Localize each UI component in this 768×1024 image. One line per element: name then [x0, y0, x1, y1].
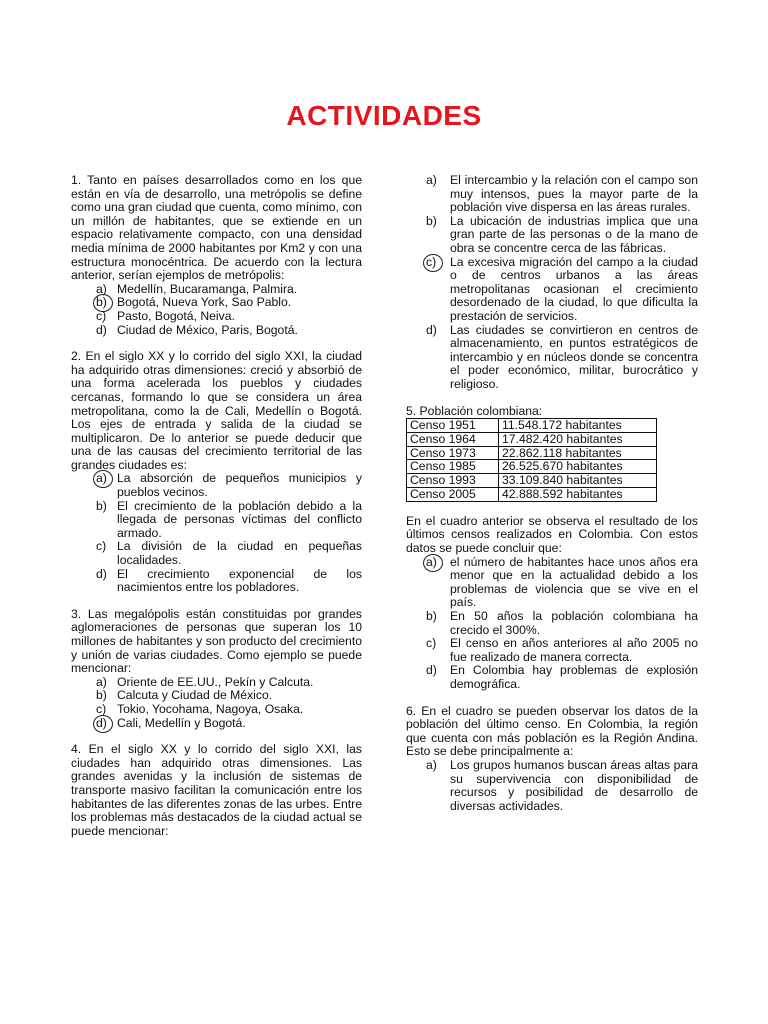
census-table	[406, 418, 657, 502]
question-2-option-c[interactable]: c) La división de la ciudad en pequeñas localidades.	[96, 539, 362, 568]
page-title: ACTIVIDADES	[286, 100, 482, 131]
table-row	[407, 446, 657, 460]
table-row	[407, 460, 657, 474]
census-year-cell: Censo 1964	[407, 432, 499, 446]
question-2-option-a[interactable]: a) La absorción de pequeños municipios y pueblos vecinos.	[71, 472, 362, 499]
census-population-cell: 26.525.670 habitantes	[499, 460, 657, 474]
census-population-cell: 11.548.172 habitantes	[499, 419, 657, 433]
question-3-option-d[interactable]: d) Cali, Medellín y Bogotá.	[71, 717, 362, 731]
question-3-option-a[interactable]: a) Oriente de EE.UU., Pekín y Calcuta.	[96, 674, 314, 689]
census-population-cell: 33.109.840 habitantes	[499, 474, 657, 488]
question-2-text: 2. En el siglo XX y lo corrido del siglo XXI, la ciudad ha adquirido otras dimensiones: creció y absorbió de una forma acelerada los pueblos y ciudades cercanas, formando lo que se considera un área metropolitana, como la de Cali, Medellín o Bogotá. Los ejes de entrada y salida de la ciudad se multiplicaron. De lo anterior se puede deducir que una de las causas del crecimiento territorial de las grandes ciudades es:	[71, 349, 362, 472]
question-6-option-a[interactable]: a) Los grupos humanos buscan áreas altas para su supervivencia con disponibilidad de recursos y posibilidad de desarrollo de diversas actividades.	[426, 757, 698, 813]
census-population-cell: 22.862.118 habitantes	[499, 446, 657, 460]
question-2-option-b[interactable]: b) El crecimiento de la población debido a la llegada de personas víctimas del conflicto armado.	[96, 498, 362, 540]
census-year-cell: Censo 1993	[407, 474, 499, 488]
question-5-option-a[interactable]: a) el número de habitantes hace unos años era menor que en la actualidad debido a los problemas de violencia que se vive en el país.	[406, 556, 698, 610]
answer-circle-mark	[93, 470, 113, 488]
question-6-text: 6. En el cuadro se pueden observar los datos de la población del último censo. En Colombia, la región que cuenta con más población es la Región Andina. Esto se debe principalmente a:	[406, 703, 698, 759]
question-1-option-b[interactable]: b) Bogotá, Nueva York, Sao Pablo.	[71, 296, 362, 310]
question-3-options	[71, 676, 362, 730]
question-5-options	[406, 556, 698, 692]
census-year-cell: Censo 1951	[407, 419, 499, 433]
census-year-cell: Censo 1985	[407, 460, 499, 474]
question-1-option-c[interactable]: c) Pasto, Bogotá, Neiva.	[96, 308, 235, 323]
right-column	[406, 174, 698, 826]
census-year-cell: Censo 2005	[407, 488, 499, 502]
census-year-cell: Censo 1973	[407, 446, 499, 460]
question-5-heading: 5. Población colombiana:	[406, 403, 543, 418]
table-row	[407, 488, 657, 502]
census-population-cell: 42.888.592 habitantes	[499, 488, 657, 502]
question-5-option-d[interactable]: d) En Colombia hay problemas de explosión demográfica.	[426, 663, 698, 691]
question-4-option-b[interactable]: b) La ubicación de industrias implica que una gran parte de las personas o de la mano de obra se concentre cerca de las fábricas.	[426, 213, 698, 255]
question-1-text: 1. Tanto en países desarrollados como en los que están en vía de desarrollo, una metrópolis se define como una gran ciudad que cuenta, como mínimo, con un millón de habitantes, que se extiende en un espacio relativamente compacto, con una densidad media mínima de 2000 habitantes por Km2 y con una estructura monocéntrica. De acuerdo con la lectura anterior, serían ejemplos de metrópolis:	[71, 173, 362, 283]
question-4-option-a[interactable]: a) El intercambio y la relación con el campo son muy intensos, pues la mayor parte de la población vive dispersa en las áreas rurales.	[426, 173, 698, 215]
question-5-text: En el cuadro anterior se observa el resultado de los últimos censos realizados en Colombia. Con estos datos se puede concluir que:	[406, 513, 698, 556]
census-population-cell: 17.482.420 habitantes	[499, 432, 657, 446]
question-2-option-d[interactable]: d) El crecimiento exponencial de los nacimientos entre los pobladores.	[96, 566, 362, 595]
table-row	[407, 419, 657, 433]
question-1-option-a[interactable]: a) Medellín, Bucaramanga, Palmira.	[96, 281, 298, 296]
question-3-option-c[interactable]: c) Tokio, Yocohama, Nagoya, Osaka.	[96, 701, 304, 716]
question-1-option-d[interactable]: d) Ciudad de México, Paris, Bogotá.	[96, 322, 298, 337]
question-4-option-d[interactable]: d) Las ciudades se convirtieron en centros de almacenamiento, en puntos estratégicos de intercambio y en núcleos donde se concentra el poder económico, militar, burocrático y religioso.	[426, 322, 698, 391]
table-row	[407, 432, 657, 446]
question-6-options	[406, 759, 698, 813]
question-5-option-b[interactable]: b) En 50 años la población colombiana ha crecido el 300%.	[426, 609, 698, 637]
left-column	[71, 174, 362, 838]
question-4-text: 4. En el siglo XX y lo corrido del siglo XXI, las ciudades han adquirido otras dimensiones. Las grandes avenidas y la inclusión de sistemas de transporte masivo facilitan la comunicación entre los habitantes de las diferentes zonas de las urbes. Entre los problemas más destacados de la ciudad actual se puede mencionar:	[71, 742, 362, 838]
table-row	[407, 474, 657, 488]
question-5-option-c[interactable]: c) El censo en años anteriores al año 2005 no fue realizado de manera correcta.	[426, 636, 698, 664]
question-2-options	[71, 472, 362, 594]
answer-circle-mark	[423, 554, 443, 572]
question-3-text: 3. Las megalópolis están constituidas por grandes aglomeraciones de personas que superan los 10 millones de habitantes y son producto del crecimiento y unión de varias ciudades. Como ejemplo se puede mencionar:	[71, 606, 362, 676]
question-1-options	[71, 283, 362, 337]
question-3-option-b[interactable]: b) Calcuta y Ciudad de México.	[96, 688, 273, 703]
question-4-options	[406, 174, 698, 392]
answer-circle-mark	[423, 254, 443, 272]
question-4-option-c[interactable]: c) La excesiva migración del campo a la ciudad o de centros urbanos a las áreas metropolitanas ocasionan el crecimiento desordenado de la ciudad, lo que dificulta la prestación de servicios.	[406, 256, 698, 324]
answer-circle-mark	[93, 715, 113, 733]
